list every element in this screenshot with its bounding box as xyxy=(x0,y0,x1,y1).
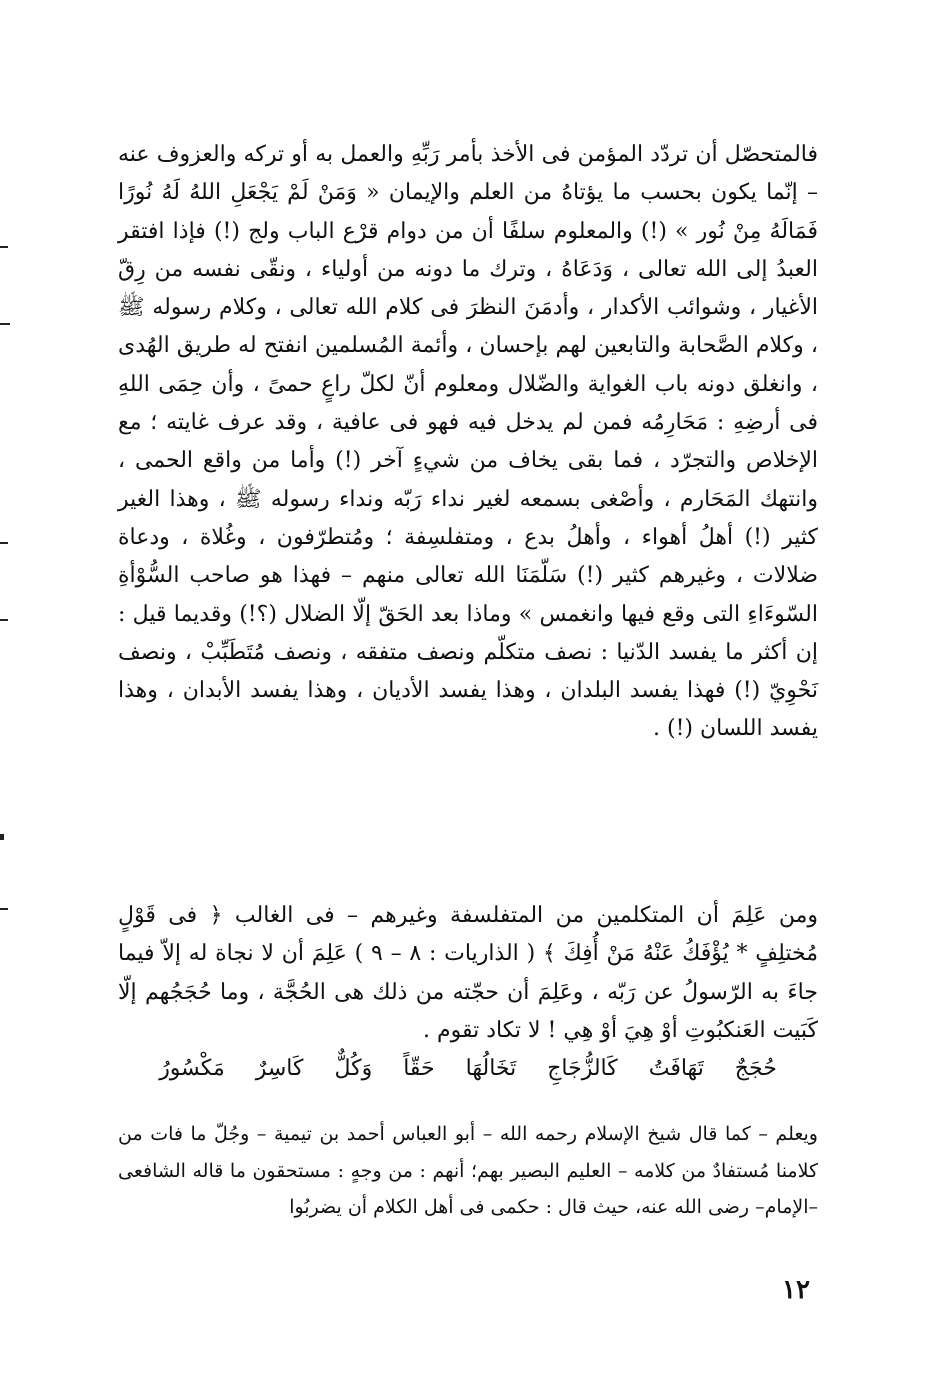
margin-mark xyxy=(0,619,8,621)
paragraph-second xyxy=(118,897,818,1088)
margin-mark xyxy=(0,246,8,248)
margin-mark xyxy=(0,542,8,544)
poetry-verse: حُجَجٌ تَهَافَتُ كَالزُّجَاجِ تَخَالُهَا حَقّاً وَكُلٌّ كَاسِرٌ مَكْسُورُ xyxy=(159,1056,777,1082)
margin-mark xyxy=(0,834,4,840)
margin-mark xyxy=(0,908,8,910)
page-number: ١٢ xyxy=(782,1275,810,1305)
paragraph-second-text: ومن عَلِمَ أن المتكلمين من المتفلسفة وغيرهم – فى الغالب ﴿ فى قَوْلٍ مُختلِفٍ * يُؤْفَكُ عَنْهُ مَنْ أُفِكَ ﴾ ( الذاريات : ٨ – ٩ ) عَلِمَ أن لا نجاة له إلاّ فيما جاءَ به الرّسولُ عن رَبّه ، وعَلِمَ أن حجّته من ذلك هى الحُجَّة ، وما حُجَجُهم إلّا كَبَيت العَنكبُوتِ أوْ هِيَ أوْ هِي ! لا تكاد تقوم . xyxy=(118,903,818,1043)
margin-mark xyxy=(0,323,10,325)
paragraph-third: ويعلم – كما قال شيخ الإسلام رحمه الله – أبو العباس أحمد بن تيمية – وجُلّ ما فات من كلامنا مُستفادٌ من كلامه – العليم البصير بهم؛ أنهم : من وجهٍ : مستحقون ما قاله الشافعى –الإمام– رضى الله عنه، حيث قال : حكمى فى أهل الكلام أن يضربُوا xyxy=(118,1123,818,1218)
paragraph-main: فالمتحصّل أن تردّد المؤمن فى الأخذ بأمر رَبِّهِ والعمل به أو تركه والعزوف عنه – إنّما يكون بحسب ما يؤتاهُ من العلم والإيمان « وَمَنْ لَمْ يَجْعَلِ اللهُ لَهُ نُورًا فَمَالَهُ مِنْ نُور » (!) والمعلوم سلفًا أن من دوام قرْع الباب ولج (!) فإذا افتقر العبدُ إلى الله تعالى ، وَدَعَاهُ ، وترك ما دونه من أولياء ، ونقّى نفسه من رِقّ الأغيار ، وشوائب الأكدار ، وأدمَنَ النظرَ فى كلام الله تعالى ، وكلام رسوله ﷺ ، وكلام الصَّحابة والتابعين لهم بإحسان ، وأئمة المُسلمين انفتح له طريق الهُدى ، وانغلق دونه باب الغواية والضّلال ومعلوم أنّ لكلّ راعٍ حمىً ، وأن حِمَى اللهِ فى أرضِهِ : مَحَارِمُه فمن لم يدخل فيه فهو فى عافية ، وقد عرف غايته ؛ مع الإخلاص والتجرّد ، فما بقى يخاف من شيءٍ آخر (!) وأما من واقع الحمى ، وانتهك المَحَارم ، وأصْغى بسمعه لغير نداء رَبّه ونداء رسوله ﷺ ، وهذا الغير كثير (!) أهلُ أهواء ، وأهلُ بدع ، ومتفلسِفة ؛ ومُتطرّفون ، وغُلاة ، ودعاة ضلالات ، وغيرهم كثير (!) سَلّمَنَا الله تعالى منهم – فهذا هو صاحب السُّوْأةِ السّوءَاءِ التى وقع فيها وانغمس » وماذا بعد الحَقّ إلّا الضلال (؟!) وقديما قيل : إن أكثر ما يفسد الدّنيا : نصف متكلّم ونصف متفقه ، ونصف مُتَطَبِّبْ ، ونصف نَحْوِيّ (!) فهذا يفسد البلدان ، وهذا يفسد الأديان ، وهذا يفسد الأبدان ، وهذا يفسد اللسان (!) . xyxy=(118,142,818,742)
